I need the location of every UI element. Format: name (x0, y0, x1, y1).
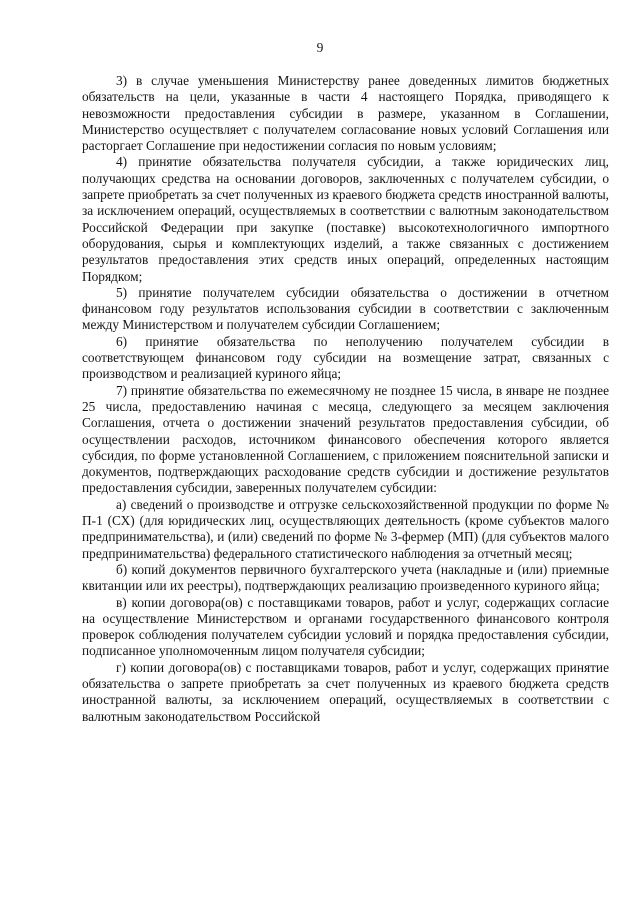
paragraph-item-7: 7) принятие обязательства по ежемесячному не позднее 15 числа, в январе не позднее 25 числа, предоставлению начиная с месяца, следующего за месяцем заключения Соглашения, отчета о достижении значений результатов предоставления субсидии, об осуществлении расходов, источником финансового обеспечения которого является субсидия, по форме установленной Соглашением, с приложением пояснительной записки и документов, подтверждающих расходование средств субсидии и достижение результатов предоставления субсидии, заверенных получателем субсидии: (82, 382, 609, 496)
document-body (82, 73, 609, 725)
paragraph-item-3: 3) в случае уменьшения Министерству ранее доведенных лимитов бюджетных обязательств на цели, указанные в части 4 настоящего Порядка, приводящего к невозможности предоставления субсидии в размере, указанном в Соглашении, Министерство осуществляет с получателем согласование новых условий Соглашения или расторгает Соглашение при недостижении согласия по новым условиям; (82, 73, 609, 154)
paragraph-subitem-a: а) сведений о производстве и отгрузке сельскохозяйственной продукции по форме № П-1 (СХ) (для юридических лиц, осуществляющих деятельность (кроме субъектов малого предпринимательства), и (или) сведений по форме № 3-фермер (МП) (для субъектов малого предпринимательства) федерального статистического наблюдения за отчетный месяц; (82, 496, 609, 561)
paragraph-subitem-g: г) копии договора(ов) с поставщиками товаров, работ и услуг, содержащих принятие обязательства о запрете приобретать за счет полученных из краевого бюджета средств иностранной валюты, за исключением операций, осуществляемых в соответствии с валютным законодательством Российской (82, 659, 609, 724)
paragraph-item-4: 4) принятие обязательства получателя субсидии, а также юридических лиц, получающих средства на основании договоров, заключенных с получателем субсидии, о запрете приобретать за счет полученных из краевого бюджета средств иностранной валюты, за исключением операций, осуществляемых в соответствии с валютным законодательством Российской Федерации при закупке (поставке) высокотехнологичного импортного оборудования, сырья и комплектующих изделий, а также связанных с достижением результатов предоставления этих средств иных операций, определенных настоящим Порядком; (82, 154, 609, 284)
paragraph-subitem-v: в) копии договора(ов) с поставщиками товаров, работ и услуг, содержащих согласие на осуществление Министерством и органами государственного финансового контроля проверок соблюдения получателем субсидии условий и порядка предоставления субсидии, подписанное уполномоченным лицом получателя субсидии; (82, 594, 609, 659)
page-number: 9 (316, 40, 324, 55)
paragraph-item-5: 5) принятие получателем субсидии обязательства о достижении в отчетном финансовом году результатов использования субсидии в соответствии с заключенным между Министерством и получателем субсидии Соглашением; (82, 284, 609, 333)
paragraph-item-6: 6) принятие обязательства по неполучению получателем субсидии в соответствующем финансовом году субсидии на возмещение затрат, связанных с производством и реализацией куриного яйца; (82, 333, 609, 382)
paragraph-subitem-b: б) копий документов первичного бухгалтерского учета (накладные и (или) приемные квитанции или их реестры), подтверждающих реализацию произведенного куриного яйца; (82, 561, 609, 594)
